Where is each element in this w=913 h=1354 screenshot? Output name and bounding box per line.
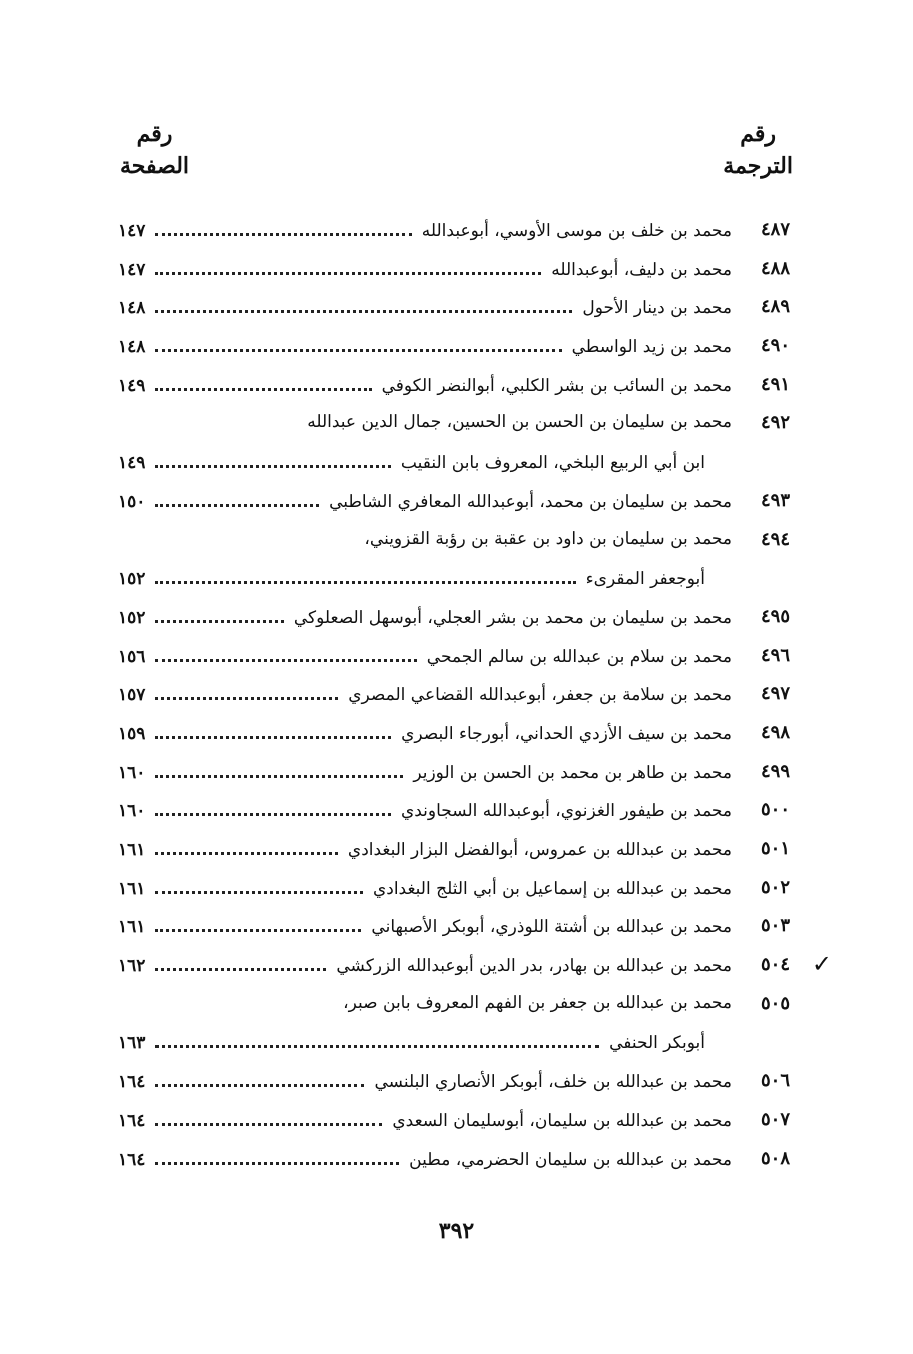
entry-number: ٥٠٤ <box>760 954 790 976</box>
entry-name: محمد بن السائب بن بشر الكلبي، أبوالنضر الكوفي <box>381 375 732 396</box>
index-entry-continuation <box>118 1025 790 1064</box>
entry-page-number: ١٦١ <box>118 840 146 860</box>
entry-page-number: ١٦١ <box>118 917 146 938</box>
entry-number-header <box>723 118 793 182</box>
index-entry <box>118 639 790 678</box>
entry-line <box>118 1109 732 1131</box>
leader-dots <box>155 567 575 584</box>
index-entry <box>118 252 790 291</box>
entry-number: ٤٩١ <box>760 373 790 395</box>
leader-dots <box>155 374 371 391</box>
entry-line <box>118 915 732 937</box>
leader-dots <box>155 954 326 971</box>
index-entry <box>118 406 790 445</box>
entry-name: محمد بن عبدالله بن بهادر، بدر الدين أبوعبدالله الزركشي <box>336 956 732 977</box>
entry-name: محمد بن عبدالله بن جعفر بن الفهم المعروف بابن صبر، <box>343 992 732 1013</box>
entry-number: ٤٩٨ <box>760 721 790 743</box>
entry-name: محمد بن زيد الواسطي <box>571 337 732 358</box>
page-number-header <box>120 118 189 182</box>
entry-name: أبوبكر الحنفي <box>609 1033 705 1054</box>
entry-name: محمد بن عبدالله بن أشتة اللوذري، أبوبكر الأصبهاني <box>371 917 732 938</box>
check-mark-icon: ✓ <box>811 950 832 979</box>
entry-page-number: ١٥٧ <box>118 685 146 706</box>
entry-name: محمد بن عبدالله بن سليمان الحضرمي، مطين <box>409 1149 732 1170</box>
entry-name: محمد بن سيف الأزدي الحداني، أبورجاء البصري <box>401 723 732 744</box>
entry-page-number: ١٤٧ <box>118 221 146 241</box>
entry-name: محمد بن عبدالله بن عمروس، أبوالفضل البزار البغدادي <box>347 840 732 860</box>
entry-line <box>118 683 732 705</box>
index-entries <box>118 213 832 1180</box>
entry-name: محمد بن دينار الأحول <box>582 298 732 319</box>
entry-number: ٤٩٥ <box>760 605 790 627</box>
entry-number: ٤٩٧ <box>760 683 790 705</box>
entry-page-number: ١٦٤ <box>118 1149 146 1170</box>
entry-line <box>118 1148 732 1170</box>
entry-page-number: ١٦١ <box>118 878 146 899</box>
leader-dots <box>155 490 319 507</box>
entry-name: محمد بن سليمان بن داود بن عقبة بن رؤبة القزويني، <box>364 528 732 549</box>
entry-line <box>118 296 732 318</box>
entry-page-number: ١٦٤ <box>118 1072 146 1093</box>
entry-page-number: ١٦٢ <box>118 956 146 977</box>
index-entry-continuation <box>118 445 790 484</box>
entry-number: ٤٩٦ <box>760 644 790 666</box>
entry-number: ٥٠٥ <box>760 992 790 1014</box>
index-entry <box>118 871 790 910</box>
entry-line <box>118 529 732 549</box>
entry-page-number: ١٥٠ <box>118 491 146 512</box>
entry-number: ٤٩٢ <box>760 412 790 434</box>
index-entry <box>118 832 790 871</box>
entry-page-number: ١٤٨ <box>118 298 146 319</box>
page-number-header-line1: رقم <box>136 121 173 147</box>
index-entry <box>118 1064 790 1103</box>
index-entry <box>118 290 790 329</box>
entry-line <box>118 877 732 899</box>
entry-line <box>118 451 705 473</box>
index-entry <box>118 948 832 987</box>
entry-number: ٤٩٣ <box>760 489 790 511</box>
entry-number: ٤٨٨ <box>760 257 790 279</box>
entry-line <box>118 335 732 357</box>
leader-dots <box>155 838 337 855</box>
entry-page-number: ١٤٧ <box>118 259 146 280</box>
entry-number: ٥٠١ <box>760 838 790 859</box>
entry-line <box>118 567 705 589</box>
leader-dots <box>155 799 391 816</box>
entry-line <box>118 761 732 783</box>
index-entry <box>118 213 790 252</box>
leader-dots <box>155 645 416 662</box>
entry-name: محمد بن سليمان بن محمد بن بشر العجلي، أبوسهل الصعلوكي <box>293 607 732 628</box>
leader-dots <box>155 683 338 700</box>
index-entry <box>118 987 790 1026</box>
entry-line <box>118 490 732 512</box>
entry-page-number: ١٥٩ <box>118 723 146 744</box>
entry-number: ٥٠٧ <box>760 1108 790 1130</box>
entry-name: ابن أبي الربيع البلخي، المعروف بابن النقيب <box>400 453 705 474</box>
entry-number: ٥٠٢ <box>760 876 790 898</box>
entry-number: ٥٠٨ <box>760 1147 790 1169</box>
entry-number-header-line1: رقم <box>740 121 777 147</box>
leader-dots <box>155 606 283 623</box>
entry-page-number: ١٦٠ <box>118 801 146 822</box>
leader-dots <box>155 335 561 352</box>
entry-line <box>118 722 732 744</box>
leader-dots <box>155 877 363 894</box>
leader-dots <box>155 915 361 932</box>
index-entry <box>118 368 790 407</box>
entry-page-number: ١٥٢ <box>118 569 146 590</box>
entry-name: محمد بن طيفور الغزنوي، أبوعبدالله السجاوندي <box>400 801 732 822</box>
index-entry <box>118 329 790 368</box>
index-entry <box>118 1103 790 1142</box>
entry-line <box>118 954 732 976</box>
index-entry <box>118 600 790 639</box>
entry-page-number: ١٦٣ <box>118 1033 146 1054</box>
entry-name: محمد بن عبدالله بن إسماعيل بن أبي الثلج البغدادي <box>372 878 732 899</box>
entry-name: محمد بن سليمان بن محمد، أبوعبدالله المعافري الشاطبي <box>329 491 732 512</box>
entry-page-number: ١٦٠ <box>118 762 146 783</box>
entry-name: محمد بن طاهر بن محمد بن الحسن بن الوزير <box>413 762 732 783</box>
index-entry <box>118 523 790 562</box>
index-entry-continuation <box>118 561 790 600</box>
page-folio: ٣٩٢ <box>438 1218 475 1244</box>
entry-name: محمد بن سلامة بن جعفر، أبوعبدالله القضاعي المصري <box>348 685 732 706</box>
index-entry <box>118 909 790 948</box>
entry-page-number: ١٥٢ <box>118 607 146 628</box>
entry-name: محمد بن عبدالله بن خلف، أبوبكر الأنصاري البلنسي <box>374 1072 732 1093</box>
entry-line <box>118 1070 732 1092</box>
index-entry <box>118 755 790 794</box>
entry-page-number: ١٤٩ <box>118 453 146 474</box>
leader-dots <box>155 296 572 313</box>
entry-number: ٤٩٩ <box>760 760 790 782</box>
entry-line <box>118 606 732 628</box>
leader-dots <box>155 722 391 739</box>
page-number-header-line2: الصفحة <box>120 153 190 179</box>
index-entry <box>118 793 790 832</box>
leader-dots <box>155 1148 399 1165</box>
entry-number-header-line2: الترجمة <box>723 153 793 179</box>
index-entry <box>118 677 790 716</box>
leader-dots <box>155 1031 599 1048</box>
entry-page-number: ١٤٩ <box>118 375 146 396</box>
leader-dots <box>155 258 541 275</box>
index-entry <box>118 716 790 755</box>
entry-number: ٤٩٠ <box>760 335 790 357</box>
index-entry <box>118 1142 790 1181</box>
entry-number: ٥٠٣ <box>760 915 790 937</box>
leader-dots <box>155 451 390 468</box>
entry-line <box>118 799 732 821</box>
entry-number: ٥٠٠ <box>760 799 790 821</box>
entry-name: محمد بن دليف، أبوعبدالله <box>551 259 732 280</box>
entry-line <box>118 993 732 1013</box>
entry-line <box>118 219 732 241</box>
entry-name: محمد بن سليمان بن الحسن بن الحسين، جمال الدين عبدالله <box>307 412 732 433</box>
entry-name: أبوجعفر المقرىء <box>585 569 705 590</box>
entry-line <box>118 374 732 396</box>
entry-line <box>118 838 732 860</box>
entry-name: محمد بن سلام بن عبدالله بن سالم الجمحي <box>426 646 732 667</box>
entry-number: ٥٠٦ <box>760 1070 790 1092</box>
entry-line <box>118 258 732 280</box>
entry-number: ٤٩٤ <box>760 528 790 550</box>
leader-dots <box>155 1070 364 1087</box>
leader-dots <box>155 1109 382 1126</box>
index-entry <box>118 484 790 523</box>
entry-number: ٤٨٧ <box>760 219 790 240</box>
entry-name: محمد بن عبدالله بن سليمان، أبوسليمان السعدي <box>392 1110 732 1131</box>
entry-line <box>118 1031 705 1053</box>
entry-page-number: ١٦٤ <box>118 1110 146 1131</box>
entry-page-number: ١٥٦ <box>118 646 146 667</box>
leader-dots <box>155 219 411 236</box>
entry-name: محمد بن خلف بن موسى الأوسي، أبوعبدالله <box>421 221 732 241</box>
leader-dots <box>155 761 403 778</box>
entry-line <box>118 412 732 432</box>
entry-number: ٤٨٩ <box>760 296 790 318</box>
entry-line <box>118 645 732 667</box>
entry-page-number: ١٤٨ <box>118 337 146 358</box>
